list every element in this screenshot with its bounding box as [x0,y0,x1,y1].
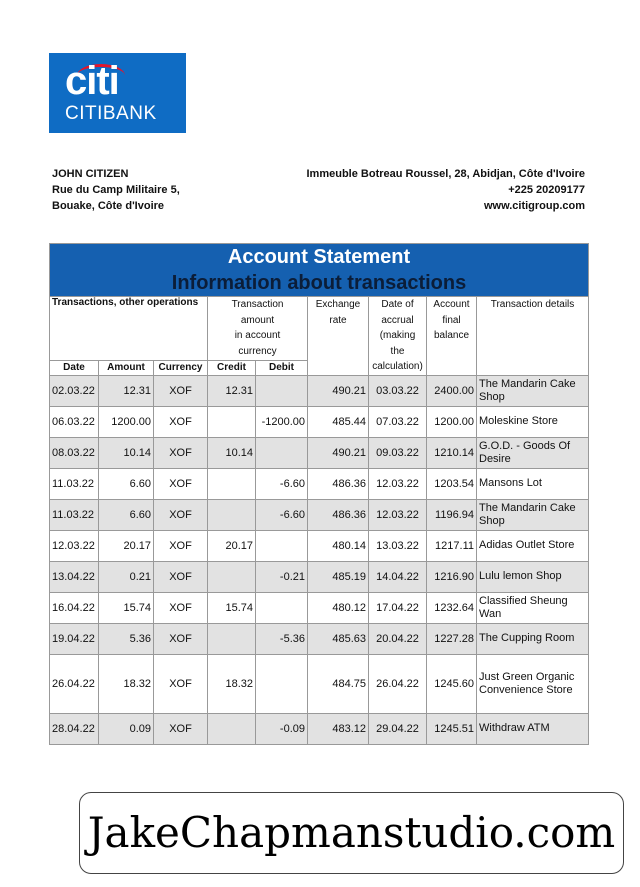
bank-phone: +225 20209177 [508,184,585,196]
table-row [50,468,589,499]
cell-exchange-rate: 485.44 [308,406,369,437]
cell-amount: 12.31 [99,375,154,406]
statement-banner [50,244,589,297]
cell-debit: -5.36 [256,623,308,654]
cell-date: 11.03.22 [50,499,99,530]
logo-bank-name: CITIBANK [65,103,157,124]
cell-currency: XOF [154,437,208,468]
cell-exchange-rate: 490.21 [308,375,369,406]
table-row [50,592,589,623]
table-row [50,654,589,713]
cell-credit: 10.14 [208,437,256,468]
header-text: rate [329,314,347,326]
table-row [50,499,589,530]
header-text: final [442,314,461,326]
cell-debit: -6.60 [256,468,308,499]
cell-details: Adidas Outlet Store [477,530,589,561]
cell-date: 08.03.22 [50,437,99,468]
table-row [50,623,589,654]
cell-exchange-rate: 483.12 [308,713,369,744]
cell-details: Lulu lemon Shop [477,561,589,592]
cell-credit: 15.74 [208,592,256,623]
cell-currency: XOF [154,375,208,406]
cell-debit [256,437,308,468]
header-text: Date of [381,299,414,310]
header-transaction-details: Transaction details [477,297,589,376]
cell-amount: 0.21 [99,561,154,592]
cell-credit [208,561,256,592]
cell-accrual-date: 14.04.22 [369,561,427,592]
cell-balance: 1196.94 [427,499,477,530]
cell-accrual-date: 20.04.22 [369,623,427,654]
cell-date: 13.04.22 [50,561,99,592]
cell-date: 06.03.22 [50,406,99,437]
header-account-final-balance [427,297,477,376]
cell-currency: XOF [154,592,208,623]
cell-amount: 6.60 [99,499,154,530]
cell-currency: XOF [154,623,208,654]
cell-exchange-rate: 485.63 [308,623,369,654]
header-text: accrual [381,314,414,326]
cell-details: G.O.D. - Goods Of Desire [477,437,589,468]
cell-currency: XOF [154,406,208,437]
statement-subtitle: Information about transactions [171,272,467,294]
cell-currency: XOF [154,713,208,744]
cell-amount: 1200.00 [99,406,154,437]
header-amount: Amount [99,360,154,375]
cell-details: Classified Sheung Wan [477,592,589,623]
cell-debit [256,654,308,713]
cell-currency: XOF [154,561,208,592]
cell-accrual-date: 13.03.22 [369,530,427,561]
table-row [50,561,589,592]
cell-exchange-rate: 484.75 [308,654,369,713]
bank-website: www.citigroup.com [483,200,585,212]
header-text: amount [240,314,275,326]
header-text: Account [433,299,470,310]
cell-balance: 1200.00 [427,406,477,437]
cell-details: Moleskine Store [477,406,589,437]
table-row [50,530,589,561]
cell-currency: XOF [154,530,208,561]
cell-debit: -0.21 [256,561,308,592]
cell-credit [208,499,256,530]
cell-details: The Mandarin Cake Shop [477,375,589,406]
header-transaction-amount [208,297,308,361]
cell-balance: 1245.51 [427,713,477,744]
cell-details: Just Green Organic Convenience Store [477,654,589,713]
header-text: Transaction [231,299,284,310]
cell-date: 12.03.22 [50,530,99,561]
customer-name: JOHN CITIZEN [52,168,129,180]
cell-credit: 12.31 [208,375,256,406]
cell-details: The Cupping Room [477,623,589,654]
cell-exchange-rate: 480.14 [308,530,369,561]
cell-date: 02.03.22 [50,375,99,406]
table-row [50,713,589,744]
cell-exchange-rate: 490.21 [308,437,369,468]
cell-debit [256,530,308,561]
cell-details: Mansons Lot [477,468,589,499]
cell-date: 11.03.22 [50,468,99,499]
cell-accrual-date: 17.04.22 [369,592,427,623]
customer-address-line2: Bouake, Côte d'Ivoire [52,200,165,212]
cell-credit: 18.32 [208,654,256,713]
header-currency: Currency [154,360,208,375]
cell-exchange-rate: 480.12 [308,592,369,623]
cell-accrual-date: 12.03.22 [369,499,427,530]
cell-currency: XOF [154,499,208,530]
cell-balance: 1232.64 [427,592,477,623]
header-credit: Credit [208,360,256,375]
header-date-of-accrual [369,297,427,376]
header-text: currency [238,345,277,357]
header-text: calculation) [372,361,423,372]
cell-balance: 1203.54 [427,468,477,499]
cell-accrual-date: 12.03.22 [369,468,427,499]
table-row [50,375,589,406]
account-statement-table [49,243,589,745]
cell-amount: 15.74 [99,592,154,623]
cell-accrual-date: 29.04.22 [369,713,427,744]
cell-balance: 1216.90 [427,561,477,592]
statement-title: Account Statement [227,246,411,268]
cell-details: Withdraw ATM [477,713,589,744]
table-row [50,406,589,437]
header-text: the [390,345,405,357]
cell-credit [208,713,256,744]
customer-address-block [52,166,180,214]
cell-date: 26.04.22 [50,654,99,713]
customer-address-line1: Rue du Camp Militaire 5, [52,184,180,196]
header-text: (making [379,330,416,341]
header-text: balance [433,330,470,341]
cell-amount: 0.09 [99,713,154,744]
bank-address-block [307,166,586,214]
cell-exchange-rate: 485.19 [308,561,369,592]
cell-accrual-date: 09.03.22 [369,437,427,468]
cell-debit: -1200.00 [256,406,308,437]
logo-citi-text: citi [65,59,119,103]
cell-credit [208,406,256,437]
cell-amount: 6.60 [99,468,154,499]
header-debit: Debit [256,360,308,375]
cell-amount: 20.17 [99,530,154,561]
cell-date: 16.04.22 [50,592,99,623]
cell-details: The Mandarin Cake Shop [477,499,589,530]
cell-debit: -6.60 [256,499,308,530]
cell-debit: -0.09 [256,713,308,744]
cell-balance: 2400.00 [427,375,477,406]
cell-balance: 1217.11 [427,530,477,561]
cell-exchange-rate: 486.36 [308,499,369,530]
cell-accrual-date: 03.03.22 [369,375,427,406]
table-row [50,437,589,468]
citibank-logo [49,53,186,133]
header-transactions-group: Transactions, other operations [50,297,208,361]
cell-debit [256,375,308,406]
watermark: JakeChapmanstudio.com [79,792,624,874]
cell-amount: 10.14 [99,437,154,468]
cell-balance: 1227.28 [427,623,477,654]
cell-credit [208,468,256,499]
cell-credit [208,623,256,654]
cell-currency: XOF [154,654,208,713]
cell-accrual-date: 26.04.22 [369,654,427,713]
header-text: Exchange [315,299,361,310]
cell-credit: 20.17 [208,530,256,561]
header-exchange-rate [308,297,369,376]
cell-exchange-rate: 486.36 [308,468,369,499]
cell-balance: 1210.14 [427,437,477,468]
header-text: in account [234,330,281,341]
header-date: Date [50,360,99,375]
cell-amount: 18.32 [99,654,154,713]
cell-date: 28.04.22 [50,713,99,744]
cell-debit [256,592,308,623]
cell-balance: 1245.60 [427,654,477,713]
cell-currency: XOF [154,468,208,499]
cell-accrual-date: 07.03.22 [369,406,427,437]
cell-date: 19.04.22 [50,623,99,654]
cell-amount: 5.36 [99,623,154,654]
bank-address: Immeuble Botreau Roussel, 28, Abidjan, Côte d'Ivoire [306,168,585,180]
